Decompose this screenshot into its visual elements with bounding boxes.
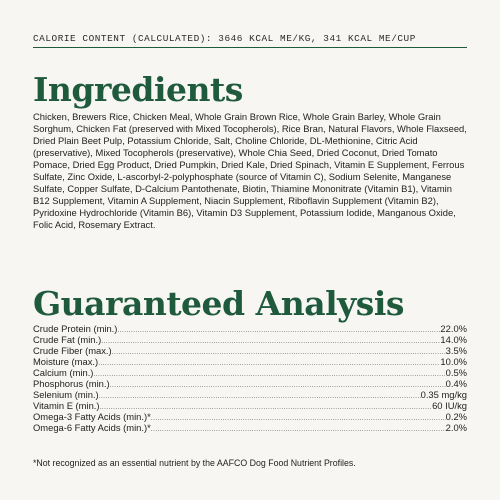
dot-leader [98,358,440,367]
analysis-row-omega-6 [33,422,467,433]
analysis-value: 60 IU/kg [432,400,467,412]
analysis-label: Moisture (max.) [33,356,99,368]
analysis-value: 22.0% [440,323,467,334]
analysis-label: Vitamin E (min.) [33,400,100,412]
analysis-row-selenium [33,389,467,400]
analysis-label: Omega-6 Fatty Acids (min.)* [33,422,151,434]
analysis-label: Omega-3 Fatty Acids (min.)* [33,411,151,423]
analysis-label: Crude Fiber (max.) [33,345,112,357]
calorie-content: CALORIE CONTENT (CALCULATED): 3646 KCAL ME/KG, 341 KCAL ME/CUP [33,33,416,44]
analysis-value: 3.5% [445,345,467,357]
dot-leader [151,413,446,422]
dot-leader [112,347,446,356]
guaranteed-analysis-table [33,323,467,433]
analysis-value: 0.35 mg/kg [420,389,467,401]
analysis-row-moisture [33,356,467,367]
analysis-label: Crude Fat (min.) [33,334,102,346]
analysis-label: Crude Protein (min.) [33,323,118,334]
analysis-value: 0.5% [445,367,467,379]
analysis-value: 2.0% [445,422,467,434]
guaranteed-analysis-title: Guaranteed Analysis [33,284,404,323]
dot-leader [151,424,446,433]
analysis-value: 14.0% [440,334,467,346]
analysis-label: Calcium (min.) [33,367,94,379]
dot-leader [117,325,440,334]
dot-leader [99,391,421,400]
header-divider [33,47,467,48]
analysis-label: Phosphorus (min.) [33,378,110,390]
ingredients-list: Chicken, Brewers Rice, Chicken Meal, Whole Grain Brown Rice, Whole Grain Barley, Whole Grain Sorghum, Chicken Fat (preserved with Mixed Tocopherols), Rice Bran, Natural Flavors, Whole Flaxseed, Dried Plain Beet Pulp, Potassium Chloride, Salt, Choline Chloride, DL-Methionine, Citric Acid (preservative), Mixed Tocopherols (preservative), Whole Chia Seed, Dried Coconut, Dried Tomato Pomace, Dried Egg Product, Dried Pumpkin, Dried Kale, Dried Spinach, Vitamin E Supplement, Ferrous Sulfate, Zinc Oxide, L-ascorbyl-2-polyphosphate (source of Vitamin C), Sodium Selenite, Manganese Sulfate, Copper Sulfate, D-Calcium Pantothenate, Biotin, Thiamine Mononitrate (Vitamin B1), Vitamin B12 Supplement, Vitamin A Supplement, Niacin Supplement, Riboflavin Supplement (Vitamin B2), Pyridoxine Hydrochloride (Vitamin B6), Vitamin D3 Supplement, Potassium Iodide, Manganous Oxide, Folic Acid, Rosemary Extract. [33,111,467,231]
analysis-row-calcium [33,367,467,378]
ingredients-title: Ingredients [33,70,243,109]
footnote: *Not recognized as an essential nutrient by the AAFCO Dog Food Nutrient Profiles. [33,458,356,468]
analysis-label: Selenium (min.) [33,389,99,401]
analysis-row-crude-fat [33,334,467,345]
analysis-row-vitamin-e [33,400,467,411]
analysis-row-phosphorus [33,378,467,389]
dot-leader [110,380,446,389]
analysis-value: 0.4% [445,378,467,390]
analysis-value: 10.0% [440,356,467,368]
dot-leader [100,402,433,411]
analysis-row-crude-protein [33,323,467,334]
analysis-row-crude-fiber [33,345,467,356]
dot-leader [93,369,445,378]
analysis-value: 0.2% [445,411,467,423]
analysis-row-omega-3 [33,411,467,422]
dot-leader [101,336,440,345]
